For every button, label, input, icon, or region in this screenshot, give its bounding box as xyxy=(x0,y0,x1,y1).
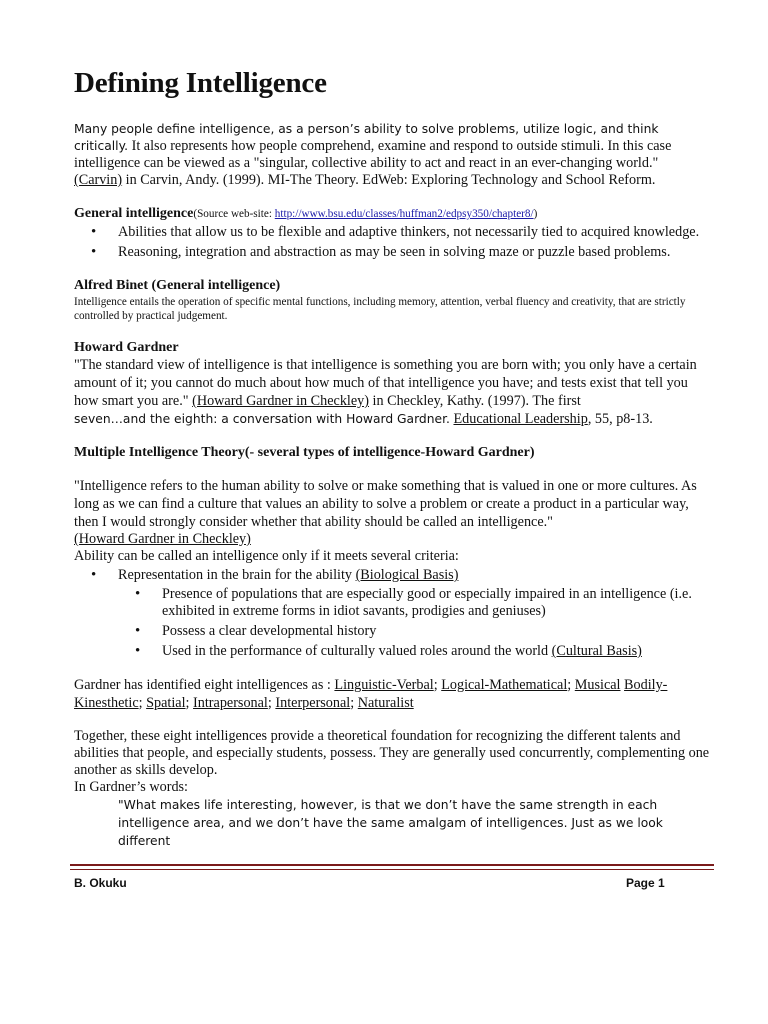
gardner-heading: Howard Gardner xyxy=(74,340,179,355)
intrapersonal-link[interactable]: Intrapersonal xyxy=(193,695,268,711)
carvin-citation: in Carvin, Andy. (1999). MI-The Theory. EdWeb: Exploring Technology and School Reform. xyxy=(122,172,656,188)
page-title: Defining Intelligence xyxy=(74,67,327,99)
together-paragraph: Together, these eight intelligences provide a theoretical foundation for recognizing the different talents and abilities that people, and especially students, possess. They are generally used concurrently, complementing one another as skills develop. xyxy=(74,728,710,778)
mi-quote: "Intelligence refers to the human ability to solve or make something that is valued in one or more cultures. As long as we can find a culture that values an ability to solve a problem or create a product in a particular way, then I would strongly consider whether that ability should be called an intelligence." xyxy=(74,478,697,530)
binet-text: Intelligence entails the operation of specific mental functions, including memory, attention, verbal fluency and creativity, that are strictly controlled by practical judgement. xyxy=(74,296,686,322)
list-item: • Reasoning, integration and abstraction as may be seen in solving maze or puzzle based problems. xyxy=(74,244,714,261)
eight-prefix: Gardner has identified eight intelligences as : xyxy=(74,677,335,693)
gardner-citation-title: seven…and the eighth: a conversation with Howard Gardner. xyxy=(74,412,450,426)
general-heading: General intelligence xyxy=(74,206,194,221)
bodily-kinesthetic-link[interactable]: Bodily-Kinesthetic xyxy=(74,677,668,711)
gardner-citation: in Checkley, Kathy. (1997). The first xyxy=(368,393,581,409)
intro-first-line: Many people define intelligence, as a person’s ability to solve problems, utilize logic, and think critically. xyxy=(74,122,659,153)
linguistic-verbal-link[interactable]: Linguistic-Verbal xyxy=(334,677,434,693)
mi-criteria-intro: Ability can be called an intelligence only if it meets several criteria: xyxy=(74,548,459,564)
cultural-basis-link[interactable]: (Cultural Basis) xyxy=(551,643,642,659)
general-source-prefix: (Source web-site: xyxy=(193,208,275,220)
mi-heading: Multiple Intelligence Theory(- several types of intelligence-Howard Gardner) xyxy=(74,445,535,460)
general-heading-line xyxy=(74,205,714,222)
mi-criteria-list xyxy=(74,567,714,584)
footer-rule-thick xyxy=(70,864,714,866)
biological-basis-link[interactable]: (Biological Basis) xyxy=(355,567,459,583)
gardner-quote: "The standard view of intelligence is that intelligence is something you are born with; you only have a certain amount of it; you cannot do much about how much of that intelligence you have; and tests exist that tell you how smart you are." xyxy=(74,357,697,409)
gardner-words-intro: In Gardner’s words: xyxy=(74,779,188,795)
criteria-text: Used in the performance of culturally valued roles around the world xyxy=(162,643,552,659)
list-item: • Abilities that allow us to be flexible and adaptive thinkers, not necessarily tied to acquired knowledge. xyxy=(74,224,714,241)
gardner-paragraph xyxy=(74,356,714,428)
gardner-checkley-link[interactable]: (Howard Gardner in Checkley) xyxy=(192,393,369,409)
list-item xyxy=(74,643,714,660)
list-item xyxy=(74,567,714,584)
intro-continued: It also represents how people comprehend, examine and respond to outside stimuli. In this case intelligence can be viewed as a "singular, collective ability to act and react in an ever-changing world." xyxy=(74,138,672,171)
general-source-suffix: ) xyxy=(533,208,538,220)
musical-link[interactable]: Musical xyxy=(574,677,621,693)
mi-checkley-link[interactable]: (Howard Gardner in Checkley) xyxy=(74,531,251,547)
mi-link-line xyxy=(74,531,714,548)
footer-page-number: Page 1 xyxy=(626,876,665,890)
gardner-words-quote: "What makes life interesting, however, is that we don’t have the same strength in each intelligence area, and we don’t have the same amalgam of intelligences. Just as we look different xyxy=(118,798,663,848)
criteria-text: Representation in the brain for the ability xyxy=(118,567,356,583)
binet-heading: Alfred Binet (General intelligence) xyxy=(74,278,281,293)
naturalist-link[interactable]: Naturalist xyxy=(357,695,414,711)
intro-paragraph xyxy=(74,121,714,189)
list-item: • Possess a clear developmental history xyxy=(74,623,714,640)
eight-intelligences-line: Gardner has identified eight intelligences as : Linguistic-Verbal; Logical-Mathematical; Musical Bodily-Kinesthetic; Spatial; Intrapersonal; Interpersonal; Naturalist xyxy=(74,677,668,711)
page-content xyxy=(74,66,714,850)
general-source-link[interactable]: http://www.bsu.edu/classes/huffman2/edpsy350/chapter8/ xyxy=(274,208,534,220)
general-bullet-list xyxy=(74,224,714,261)
educational-leadership-link[interactable]: Educational Leadership xyxy=(453,411,588,427)
gardner-citation-end: , 55, p8-13. xyxy=(587,411,653,427)
list-item: • Presence of populations that are especially good or especially impaired in an intelligence (i.e. exhibited in extreme forms in idiot savants, prodigies and geniuses) xyxy=(74,586,714,620)
interpersonal-link[interactable]: Interpersonal xyxy=(275,695,351,711)
spatial-link[interactable]: Spatial xyxy=(146,695,186,711)
footer-author: B. Okuku xyxy=(74,876,127,890)
logical-mathematical-link[interactable]: Logical-Mathematical xyxy=(441,677,568,693)
mi-sub-list xyxy=(74,586,714,660)
carvin-link[interactable]: (Carvin) xyxy=(74,172,123,188)
footer-rule-thin xyxy=(70,869,714,870)
